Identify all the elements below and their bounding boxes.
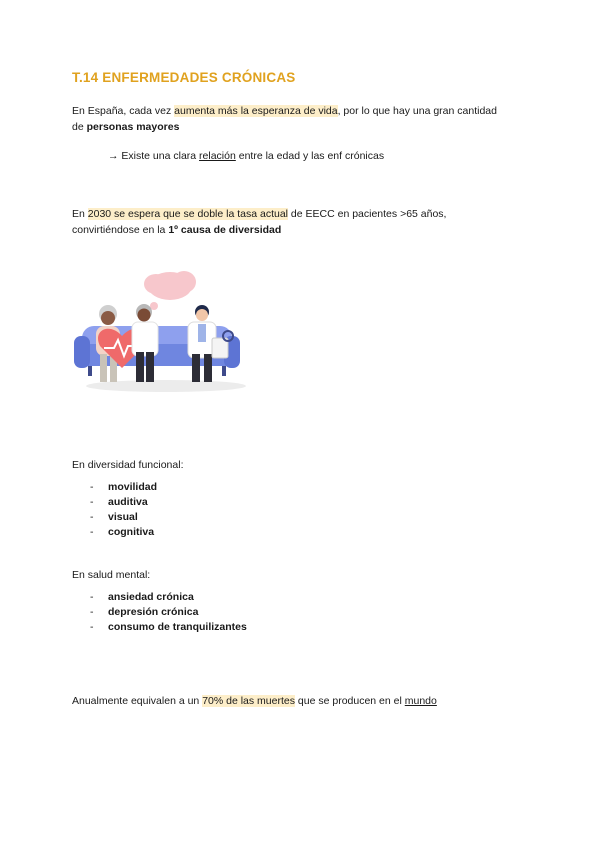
list-item: - movilidad	[72, 480, 157, 495]
text: de EECC en pacientes >65 años,	[288, 208, 447, 220]
text: En	[72, 208, 88, 220]
highlight-70: 70% de las muertes	[202, 695, 295, 707]
elderly-man-icon	[132, 304, 158, 382]
elderly-couple-doctor-illustration	[74, 264, 250, 396]
text: Anualmente equivalen a un	[72, 695, 203, 707]
highlight-esperanza: aumenta más la esperanza de vida	[174, 105, 338, 117]
funcional-list	[72, 480, 157, 540]
bold-personas-mayores: personas mayores	[86, 121, 180, 133]
text: → Existe una clara	[108, 150, 200, 162]
text: convirtiéndose en la	[72, 224, 169, 236]
list-item: - consumo de tranquilizantes	[72, 620, 247, 635]
text: En España, cada vez	[72, 105, 175, 117]
page-title: T.14 ENFERMEDADES CRÓNICAS	[72, 70, 296, 85]
list-item: - auditiva	[72, 495, 157, 510]
mental-heading: En salud mental:	[72, 569, 151, 581]
doctor-icon	[188, 305, 233, 382]
text: , por lo que hay una gran cantidad	[337, 105, 497, 117]
list-item: - cognitiva	[72, 525, 157, 540]
underlined-mundo: mundo	[404, 695, 437, 707]
text: entre la edad y las enf crónicas	[235, 150, 385, 162]
bold-primera-causa: 1º causa de diversidad	[168, 224, 282, 236]
highlight-2030: 2030 se espera que se doble la tasa actual	[87, 208, 288, 220]
list-item: - visual	[72, 510, 157, 525]
mental-list	[72, 590, 247, 635]
list-item: - ansiedad crónica	[72, 590, 247, 605]
paragraph-2030	[72, 206, 446, 238]
paragraph-muertes	[72, 693, 437, 709]
list-item: - depresión crónica	[72, 605, 247, 620]
underlined-relacion: relación	[199, 150, 236, 162]
thought-cloud-icon	[144, 271, 196, 317]
funcional-heading: En diversidad funcional:	[72, 459, 184, 471]
text: que se producen en el	[295, 695, 405, 707]
paragraph-esperanza	[72, 103, 497, 135]
arrow-note	[108, 148, 384, 164]
text: de	[72, 121, 87, 133]
